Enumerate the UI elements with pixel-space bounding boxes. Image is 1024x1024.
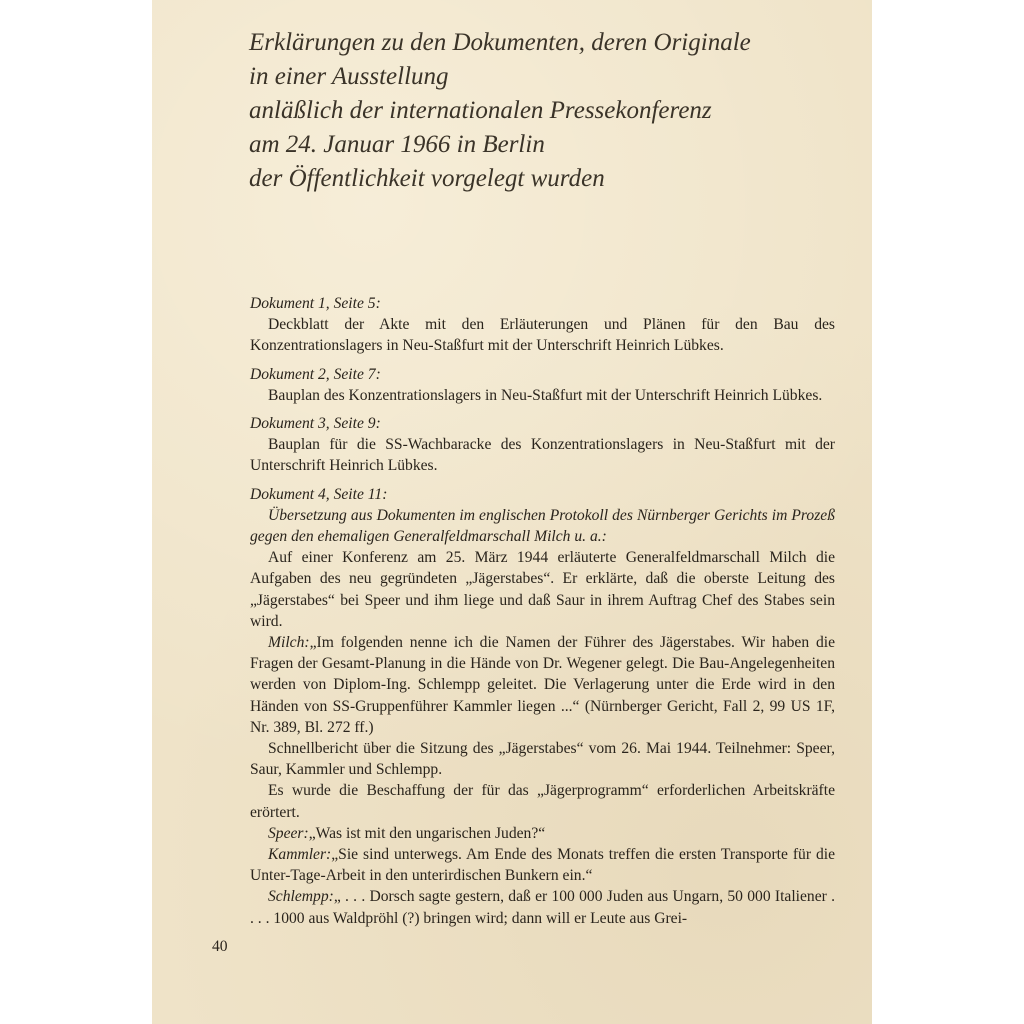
milch-quote-text: „Im folgenden nenne ich die Namen der Führer des Jägerstabes. Wir haben die Fragen der Gesamt-Planung in die Hände von Dr. Wegener gelegt. Die Bau-Angelegenheiten werden von Diplom-Ing. Schlempp geleitet. Die Verlagerung unter die Erde wird in den Händen von SS-Gruppenführer Kammler liegen ...“ (Nürnberger Gericht, Fall 2, 99 US 1F, Nr. 389, Bl. 272 ff.) <box>250 634 835 736</box>
document-4-paragraph: Auf einer Konferenz am 25. März 1944 erläuterte Generalfeldmarschall Milch die Aufgaben des neu gegründeten „Jägerstabes“. Er erklärte, daß die oberste Leitung des „Jägerstabes“ bei Speer und ihm liege und daß Saur in ihrem Auftrag Chef des Stabes sein wird. <box>250 549 835 630</box>
document-3-heading: Dokument 3, Seite 9: <box>250 415 381 433</box>
kammler-quote <box>250 844 835 886</box>
speaker-schlempp: Schlempp: <box>268 888 334 906</box>
speaker-kammler: Kammler: <box>268 846 332 864</box>
title-line: anläßlich der internationalen Pressekonferenz <box>249 97 712 124</box>
schlempp-quote-text: „ . . . Dorsch sagte gestern, daß er 100 000 Juden aus Ungarn, 50 000 Italiener . . . . 1000 aus Waldpröhl (?) bringen wird; dann will er Leute aus Grei- <box>250 888 835 927</box>
document-body <box>250 293 835 929</box>
document-1-heading: Dokument 1, Seite 5: <box>250 295 381 312</box>
title-line: am 24. Januar 1966 in Berlin <box>249 131 545 158</box>
speer-quote <box>250 823 835 844</box>
page-title <box>249 26 849 196</box>
schlempp-quote <box>250 886 835 928</box>
kammler-quote-text: „Sie sind unterwegs. Am Ende des Monats treffen die ersten Transporte für die Unter-Tage-Arbeit in den unterirdischen Bunkern ein.“ <box>250 846 835 885</box>
milch-quote <box>250 632 835 738</box>
title-line: in einer Ausstellung <box>249 63 449 90</box>
document-2-text: Bauplan des Konzentrationslagers in Neu-Staßfurt mit der Unterschrift Heinrich Lübkes. <box>268 386 823 404</box>
document-3-text: Bauplan für die SS-Wachbaracke des Konzentrationslagers in Neu-Staßfurt mit der Unterschrift Heinrich Lübkes. <box>250 436 835 475</box>
speaker-speer: Speer: <box>268 824 309 842</box>
document-page <box>152 0 872 1024</box>
title-line: Erklärungen zu den Dokumenten, deren Originale <box>249 29 751 56</box>
page-number: 40 <box>212 938 228 955</box>
document-1-text: Deckblatt der Akte mit den Erläuterungen und Plänen für den Bau des Konzentrationslagers in Neu-Staßfurt mit der Unterschrift Heinrich Lübkes. <box>250 316 835 355</box>
document-4-paragraph: Es wurde die Beschaffung der für das „Jägerprogramm“ erforderlichen Arbeitskräfte erörtert. <box>250 782 835 821</box>
speaker-milch: Milch: <box>268 634 310 652</box>
document-4-heading: Dokument 4, Seite 11: <box>250 485 388 503</box>
document-4-paragraph: Schnellbericht über die Sitzung des „Jägerstabes“ vom 26. Mai 1944. Teilnehmer: Speer, Saur, Kammler und Schlempp. <box>250 740 835 779</box>
document-2-heading: Dokument 2, Seite 7: <box>250 365 381 383</box>
document-4-subheading: Übersetzung aus Dokumenten im englischen Protokoll des Nürnberger Gerichts im Prozeß gegen den ehemaligen Generalfeldmarschall Milch u. a.: <box>250 506 835 546</box>
title-line: der Öffentlichkeit vorgelegt wurden <box>249 165 605 192</box>
speer-quote-text: „Was ist mit den ungarischen Juden?“ <box>308 824 546 842</box>
